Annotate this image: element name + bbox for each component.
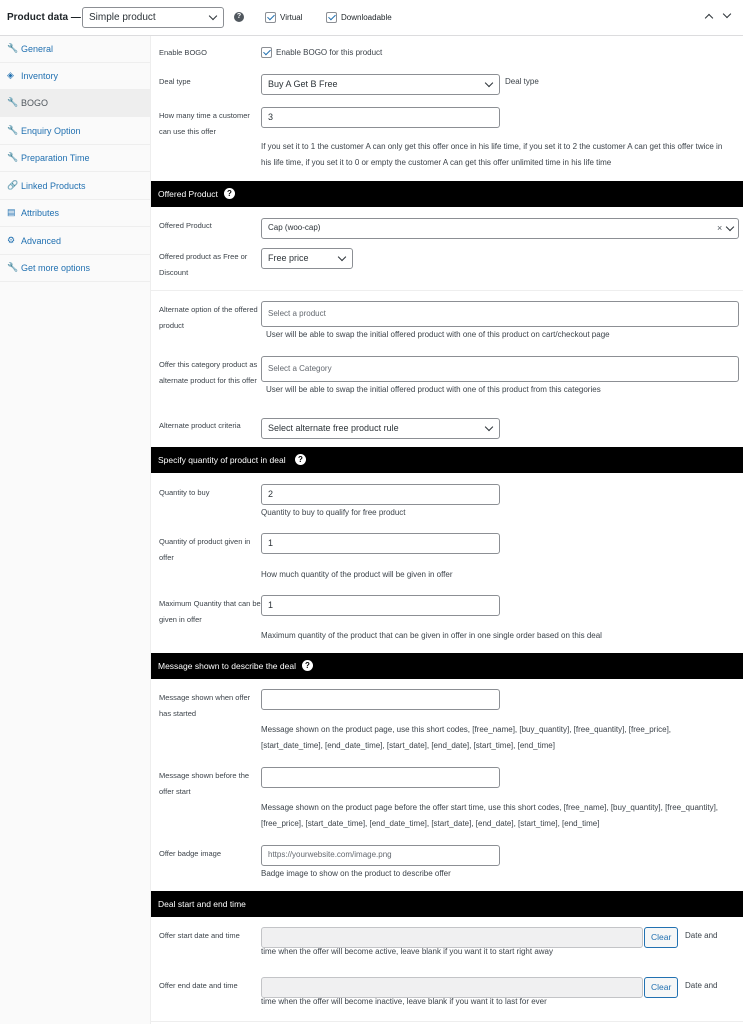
tab-label: Linked Products: [21, 181, 86, 191]
quantity-section-header: [151, 447, 743, 473]
tab-enquiry-option[interactable]: [0, 118, 151, 145]
tab-inventory[interactable]: [0, 63, 151, 90]
message-before-description: Message shown on the product page before the offer start time, use this short codes, [free_name], [buy_quantity], [free_quantity], [free_price], [start_date_time], [end_date_time], [start_date], [end_date], [start_time], [end_time]: [261, 803, 719, 828]
badge-image-description: Badge image to show on the product to describe offer: [261, 869, 451, 878]
chevron-down-icon: [485, 79, 493, 87]
product-type-value: Simple product: [89, 12, 156, 23]
tab-label: Enquiry Option: [21, 126, 81, 136]
deal-type-value: Buy A Get B Free: [268, 79, 338, 89]
tab-bogo[interactable]: [0, 90, 151, 117]
chevron-down-icon: [209, 12, 217, 20]
tab-label: Preparation Time: [21, 153, 90, 163]
alternate-product-select[interactable]: Select a product: [261, 301, 739, 327]
alternate-option-description: User will be able to swap the initial offered product with one of this product on cart/checkout page: [266, 330, 610, 339]
usage-input[interactable]: 3: [261, 107, 500, 128]
tab-label: Attributes: [21, 208, 60, 218]
move-up-icon[interactable]: [705, 14, 713, 22]
offer-end-description: Date and time when the offer will become inactive, leave blank if you want it to last for ever: [261, 981, 718, 1006]
offer-start-label: Offer start date and time: [159, 931, 240, 940]
enable-bogo-checkbox-label: Enable BOGO for this product: [276, 48, 383, 57]
offered-product-value: Cap (woo-cap): [268, 223, 321, 232]
deal-type-label: Deal type: [159, 77, 191, 86]
help-icon[interactable]: ?: [234, 12, 244, 22]
quantity-to-buy-input[interactable]: 2: [261, 484, 500, 505]
wrench-icon: 🔧: [7, 152, 19, 162]
product-type-select[interactable]: [82, 7, 224, 28]
clear-start-button[interactable]: Clear: [644, 927, 678, 948]
clear-selection-icon[interactable]: ×: [717, 223, 723, 233]
move-down-icon[interactable]: [723, 10, 731, 18]
product-data-header: [0, 0, 743, 36]
tag-icon: ◈: [7, 70, 14, 80]
quantity-to-buy-description: Quantity to buy to qualify for free product: [261, 508, 406, 517]
message-before-input[interactable]: [261, 767, 500, 788]
message-started-label: Message shown when offer has started: [159, 693, 251, 718]
section-title: Message shown to describe the deal: [158, 661, 296, 671]
clear-end-button[interactable]: Clear: [644, 977, 678, 998]
section-title: Deal start and end time: [158, 899, 246, 909]
usage-label: How many time a customer can use this offer: [159, 111, 250, 136]
offer-end-label: Offer end date and time: [159, 981, 238, 990]
enable-bogo-checkbox[interactable]: [261, 47, 272, 58]
divider: [151, 290, 743, 291]
tab-label: General: [21, 44, 54, 54]
virtual-label: Virtual: [280, 13, 303, 22]
offered-product-section-header: [151, 181, 743, 207]
deal-time-section-header: [151, 891, 743, 917]
usage-description: If you set it to 1 the customer A can only get this offer once in his life time, if you set it to 2 the customer A can get this offer twice in his life time, if you set it to 0 or empty the customer A can get this offer unlimited time in his life time: [261, 142, 723, 167]
offered-product-select[interactable]: [261, 218, 739, 239]
max-quantity-label: Maximum Quantity that can be given in offer: [159, 599, 261, 624]
free-or-discount-value: Free price: [268, 253, 309, 263]
alternate-criteria-value: Select alternate free product rule: [268, 423, 399, 433]
alternate-criteria-select[interactable]: [261, 418, 500, 439]
offered-product-label: Offered Product: [159, 221, 212, 230]
offer-start-description: Date and time when the offer will become active, leave blank if you want it to start right away: [261, 931, 718, 956]
help-icon[interactable]: ?: [302, 660, 313, 671]
tab-label: Get more options: [21, 263, 91, 273]
bogo-panel: [151, 36, 743, 1024]
alternate-category-description: User will be able to swap the initial offered product with one of this product from this categories: [266, 385, 601, 394]
tab-linked-products[interactable]: [0, 173, 151, 200]
tab-attributes[interactable]: [0, 200, 151, 227]
chevron-down-icon: [726, 223, 734, 231]
free-or-discount-label: Offered product as Free or Discount: [159, 252, 248, 277]
max-quantity-description: Maximum quantity of the product that can be given in offer in one single order based on this deal: [261, 631, 602, 640]
gear-icon: ⚙: [7, 235, 16, 245]
quantity-given-label: Quantity of product given in offer: [159, 537, 251, 562]
deal-type-hint: Deal type: [505, 77, 539, 86]
downloadable-label: Downloadable: [341, 13, 392, 22]
message-started-description: Message shown on the product page, use this short codes, [free_name], [buy_quantity], [free_quantity], [free_price], [start_date_time], [end_date_time], [start_date], [end_date], [start_time], [end_time]: [261, 725, 672, 750]
link-icon: 🔗: [7, 180, 19, 190]
message-section-header: [151, 653, 743, 679]
tab-label: Advanced: [21, 236, 62, 246]
wrench-icon: 🔧: [7, 43, 19, 53]
enable-bogo-label: Enable BOGO: [159, 48, 207, 57]
downloadable-checkbox[interactable]: [326, 12, 337, 23]
quantity-given-input[interactable]: 1: [261, 533, 500, 554]
tab-label: Inventory: [21, 71, 59, 81]
wrench-icon: 🔧: [7, 97, 19, 107]
tab-label: BOGO: [21, 98, 49, 108]
alternate-category-select[interactable]: Select a Category: [261, 356, 739, 382]
tab-get-more-options[interactable]: [0, 255, 151, 282]
alternate-category-label: Offer this category product as alternate product for this offer: [159, 360, 258, 385]
badge-image-label: Offer badge image: [159, 849, 221, 858]
product-data-tabs: [0, 36, 151, 1024]
free-or-discount-select[interactable]: [261, 248, 353, 269]
tab-preparation-time[interactable]: [0, 145, 151, 172]
message-before-label: Message shown before the offer start: [159, 771, 250, 796]
wrench-icon: 🔧: [7, 125, 19, 135]
alternate-option-label: Alternate option of the offered product: [159, 305, 258, 330]
section-title: Offered Product: [158, 189, 218, 199]
virtual-checkbox[interactable]: [265, 12, 276, 23]
tab-advanced[interactable]: [0, 228, 151, 255]
quantity-to-buy-label: Quantity to buy: [159, 488, 210, 497]
max-quantity-input[interactable]: 1: [261, 595, 500, 616]
section-title: Specify quantity of product in deal: [158, 455, 286, 465]
help-icon[interactable]: ?: [295, 454, 306, 465]
quantity-given-description: How much quantity of the product will be given in offer: [261, 570, 453, 579]
deal-type-select[interactable]: [261, 74, 500, 95]
divider: [151, 1021, 743, 1022]
chevron-down-icon: [338, 253, 346, 261]
badge-image-input[interactable]: https://yourwebsite.com/image.png: [261, 845, 500, 866]
plugin-icon: 🔧: [7, 262, 19, 272]
list-icon: ▤: [7, 207, 16, 217]
alternate-criteria-label: Alternate product criteria: [159, 421, 241, 430]
help-icon[interactable]: ?: [224, 188, 235, 199]
chevron-down-icon: [485, 423, 493, 431]
message-started-input[interactable]: [261, 689, 500, 710]
tab-general[interactable]: [0, 36, 151, 63]
product-data-title: Product data —: [7, 12, 81, 23]
